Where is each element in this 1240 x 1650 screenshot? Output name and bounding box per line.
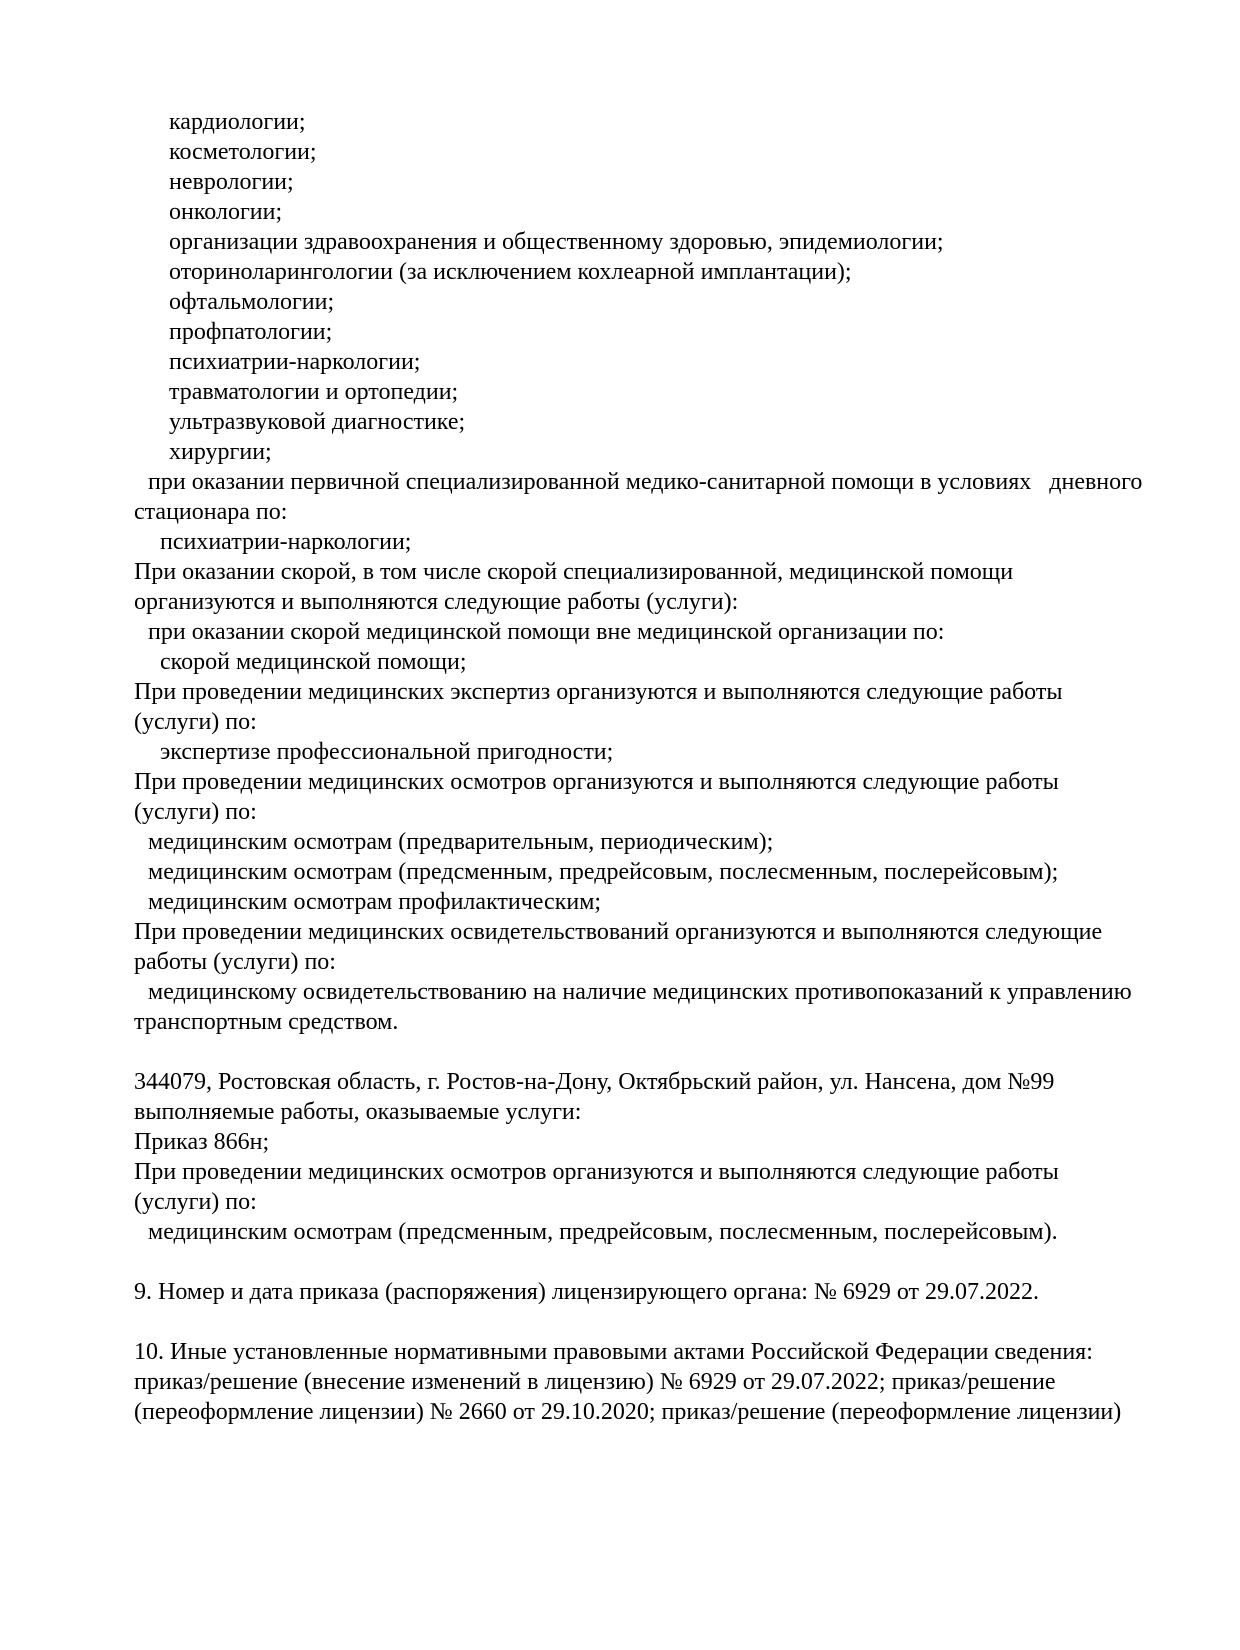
document-line: организуются и выполняются следующие работы (услуги): — [134, 589, 739, 615]
document-line: стационара по: — [134, 499, 288, 525]
document-line: 344079, Ростовская область, г. Ростов-на-Дону, Октябрьский район, ул. Нансена, дом №99 — [134, 1069, 1055, 1095]
document-line: 9. Номер и дата приказа (распоряжения) лицензирующего органа: № 6929 от 29.07.2022. — [134, 1279, 1040, 1305]
document-line — [134, 1247, 1180, 1277]
document-line: неврологии; — [169, 169, 294, 195]
document-line: При проведении медицинских экспертиз организуются и выполняются следующие работы — [134, 679, 1063, 705]
document-line: (переоформление лицензии) № 2660 от 29.10.2020; приказ/решение (переоформление лицензии) — [134, 1399, 1122, 1425]
document-line: медицинским осмотрам (предсменным, предрейсовым, послесменным, послерейсовым); — [148, 859, 1059, 885]
document-line: экспертизе профессиональной пригодности; — [160, 739, 614, 765]
document-line: скорой медицинской помощи; — [160, 649, 467, 675]
document-line: хирургии; — [169, 439, 272, 465]
document-line: 10. Иные установленные нормативными правовыми актами Российской Федерации сведения: — [134, 1339, 1093, 1365]
document-line: медицинским осмотрам (предсменным, предрейсовым, послесменным, послерейсовым). — [148, 1219, 1058, 1245]
document-line: профпатологии; — [169, 319, 333, 345]
document-line: при оказании скорой медицинской помощи вне медицинской организации по: — [148, 619, 945, 645]
document-content — [134, 107, 1180, 1427]
document-line: медицинским осмотрам (предварительным, периодическим); — [148, 829, 774, 855]
document-line: (услуги) по: — [134, 799, 257, 825]
document-line: Приказ 866н; — [134, 1129, 270, 1155]
document-line: онкологии; — [169, 199, 283, 225]
document-line: медицинскому освидетельствованию на наличие медицинских противопоказаний к управлению — [148, 979, 1132, 1005]
document-line: (услуги) по: — [134, 1189, 257, 1215]
document-line: травматологии и ортопедии; — [169, 379, 459, 405]
document-line: психиатрии-наркологии; — [169, 349, 421, 375]
document-line — [134, 1307, 1180, 1337]
document-line: психиатрии-наркологии; — [160, 529, 412, 555]
document-line: (услуги) по: — [134, 709, 257, 735]
document-line: При проведении медицинских освидетельствований организуются и выполняются следующие — [134, 919, 1103, 945]
document-line: При оказании скорой, в том числе скорой специализированной, медицинской помощи — [134, 559, 1014, 585]
document-line: ультразвуковой диагностике; — [169, 409, 466, 435]
document-line: кардиологии; — [169, 109, 306, 135]
document-line: приказ/решение (внесение изменений в лицензию) № 6929 от 29.07.2022; приказ/решение — [134, 1369, 1056, 1395]
document-line: оториноларингологии (за исключением кохлеарной имплантации); — [169, 259, 852, 285]
document-line: транспортным средством. — [134, 1009, 399, 1035]
document-line: организации здравоохранения и общественному здоровью, эпидемиологии; — [169, 229, 944, 255]
document-line: При проведении медицинских осмотров организуются и выполняются следующие работы — [134, 769, 1059, 795]
document-line: выполняемые работы, оказываемые услуги: — [134, 1099, 582, 1125]
document-line: При проведении медицинских осмотров организуются и выполняются следующие работы — [134, 1159, 1059, 1185]
document-line: медицинским осмотрам профилактическим; — [148, 889, 602, 915]
document-line: при оказании первичной специализированной медико-санитарной помощи в условиях дневного — [148, 469, 1143, 495]
document-line: офтальмологии; — [169, 289, 335, 315]
document-line: работы (услуги) по: — [134, 949, 336, 975]
document-line: косметологии; — [169, 139, 317, 165]
document-line — [134, 1037, 1180, 1067]
